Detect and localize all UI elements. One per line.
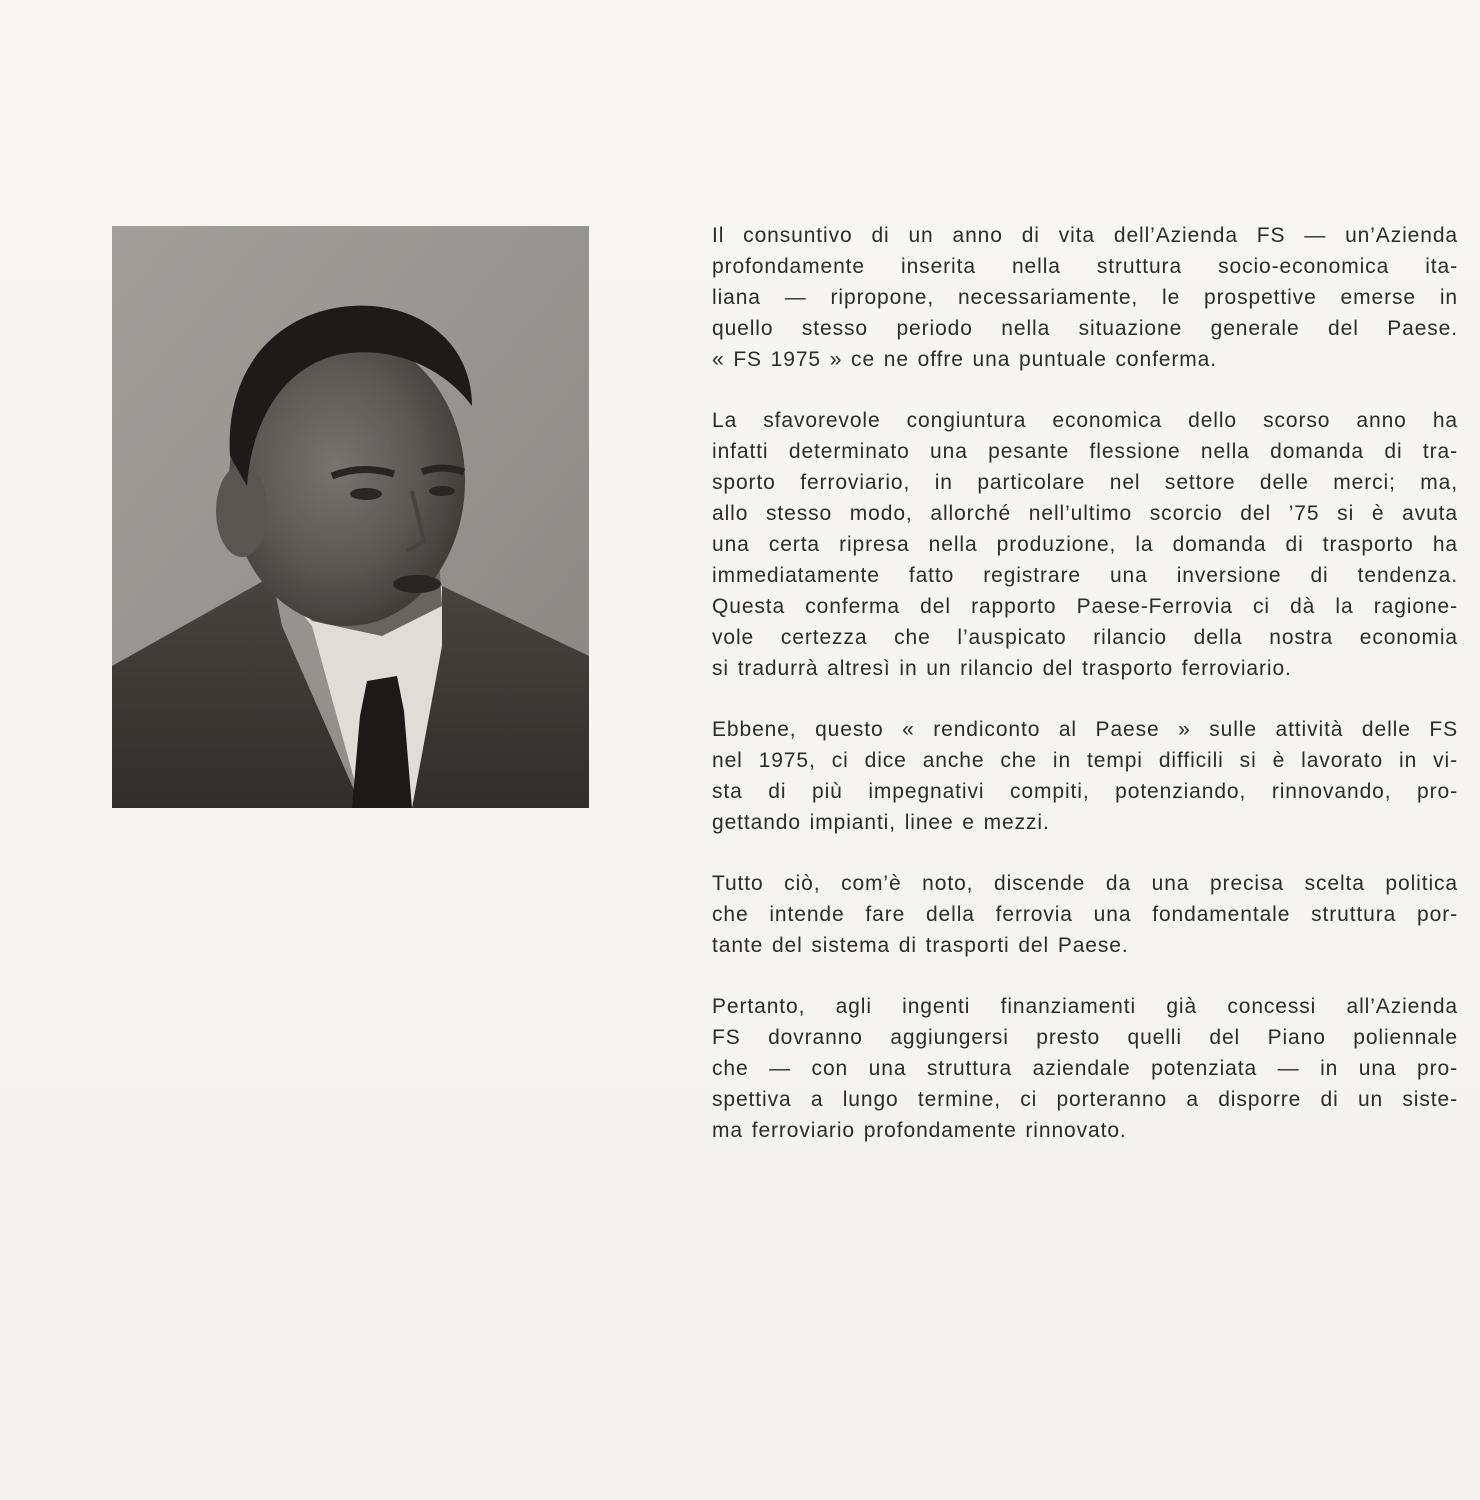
text-line: profondamente inserita nella struttura socio-economica ita- — [712, 255, 1458, 278]
paragraph-1 — [712, 220, 1458, 375]
text-line: allo stesso modo, allorché nell’ultimo scorcio del ’75 si è avuta — [712, 502, 1458, 525]
text-line: spettiva a lungo termine, ci porteranno a disporre di un siste- — [712, 1088, 1458, 1111]
text-line: che — con una struttura aziendale potenziata — in una pro- — [712, 1057, 1458, 1080]
text-line: sta di più impegnativi compiti, potenziando, rinnovando, pro- — [712, 780, 1458, 803]
text-line: vole certezza che l’auspicato rilancio della nostra economia — [712, 626, 1458, 649]
text-line: « FS 1975 » ce ne offre una puntuale conferma. — [712, 348, 1217, 371]
text-line: Ebbene, questo « rendiconto al Paese » sulle attività delle FS — [712, 718, 1458, 741]
text-line: La sfavorevole congiuntura economica dello scorso anno ha — [712, 409, 1458, 432]
text-line: Questa conferma del rapporto Paese-Ferrovia ci dà la ragione- — [712, 595, 1458, 618]
portrait-illustration — [112, 226, 589, 808]
text-line: Il consuntivo di un anno di vita dell’Azienda FS — un’Azienda — [712, 224, 1458, 247]
text-line: Pertanto, agli ingenti finanziamenti già concessi all’Azienda — [712, 995, 1458, 1018]
text-line: che intende fare della ferrovia una fondamentale struttura por- — [712, 903, 1458, 926]
paragraph-2 — [712, 405, 1458, 684]
text-line: tante del sistema di trasporti del Paese. — [712, 934, 1129, 957]
text-line: immediatamente fatto registrare una inversione di tendenza. — [712, 564, 1458, 587]
text-line: una certa ripresa nella produzione, la domanda di trasporto ha — [712, 533, 1458, 556]
body-text — [712, 220, 1458, 1176]
portrait-photo — [112, 226, 589, 808]
text-line: gettando impianti, linee e mezzi. — [712, 811, 1050, 834]
text-line: nel 1975, ci dice anche che in tempi difficili si è lavorato in vi- — [712, 749, 1458, 772]
text-line: ma ferroviario profondamente rinnovato. — [712, 1119, 1127, 1142]
text-line: sporto ferroviario, in particolare nel settore delle merci; ma, — [712, 471, 1458, 494]
text-line: si tradurrà altresì in un rilancio del trasporto ferroviario. — [712, 657, 1292, 680]
text-line: FS dovranno aggiungersi presto quelli del Piano poliennale — [712, 1026, 1458, 1049]
text-line: infatti determinato una pesante flessione nella domanda di tra- — [712, 440, 1458, 463]
text-line: Tutto ciò, com’è noto, discende da una precisa scelta politica — [712, 872, 1458, 895]
paragraph-5 — [712, 991, 1458, 1146]
paragraph-4 — [712, 868, 1458, 961]
paragraph-3 — [712, 714, 1458, 838]
text-line: liana — ripropone, necessariamente, le prospettive emerse in — [712, 286, 1458, 309]
text-line: quello stesso periodo nella situazione generale del Paese. — [712, 317, 1458, 340]
